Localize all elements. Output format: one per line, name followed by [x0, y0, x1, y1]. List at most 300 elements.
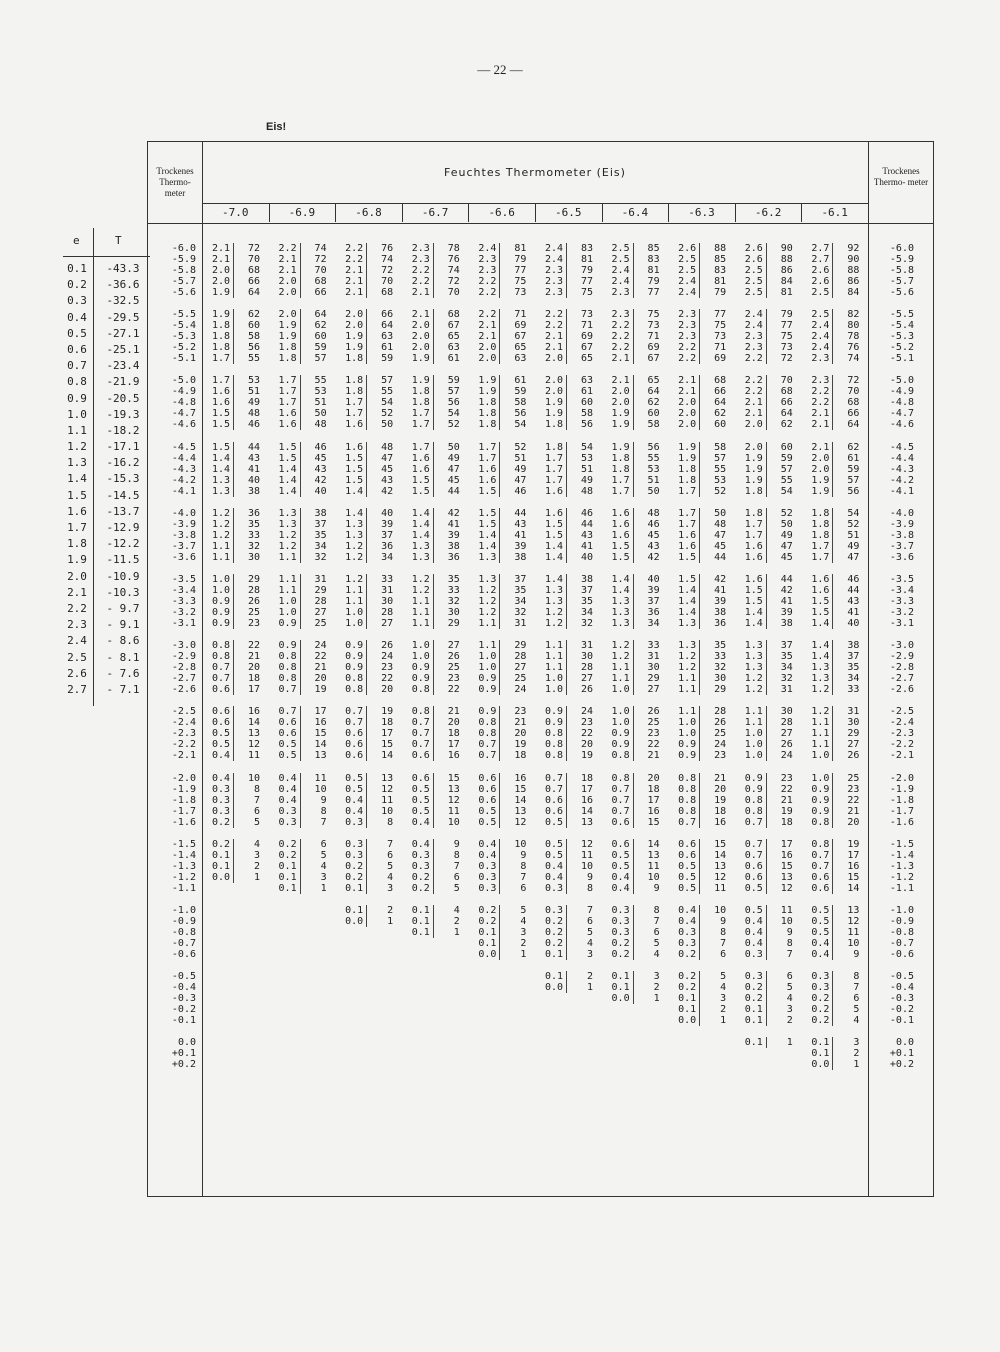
relative-humidity: 22 [780, 783, 793, 795]
cell-divider [366, 850, 367, 861]
cell-divider [366, 243, 367, 254]
cell-divider [300, 408, 301, 419]
dry-temp-left: -4.7 [171, 408, 196, 420]
table-cell [339, 839, 399, 850]
cell-divider [366, 706, 367, 717]
table-cell [406, 408, 466, 419]
dry-temp-left: -1.5 [171, 838, 196, 850]
vapor-pressure: 0.1 [611, 971, 630, 983]
relative-humidity: 17 [647, 794, 660, 806]
table-cell [606, 784, 666, 795]
vapor-pressure: 1.3 [811, 662, 830, 674]
vapor-pressure: 1.2 [678, 651, 697, 663]
relative-humidity: 37 [647, 596, 660, 607]
relative-humidity: 83 [647, 254, 660, 265]
relative-humidity: 2 [586, 971, 593, 983]
vapor-pressure: 1.4 [411, 518, 430, 530]
vapor-pressure: 1.0 [211, 574, 230, 585]
relative-humidity: 8 [320, 805, 327, 817]
relative-humidity: 57 [847, 474, 860, 486]
vapor-pressure: 1.2 [411, 585, 430, 596]
side-t-value: -29.5 [106, 310, 140, 324]
side-e-value: 0.3 [67, 294, 87, 308]
vapor-pressure: 0.3 [478, 871, 497, 883]
vapor-pressure: 0.5 [744, 882, 763, 894]
table-row [148, 872, 933, 883]
vapor-pressure: 1.4 [678, 596, 697, 607]
cell-divider [433, 541, 434, 552]
side-table-row [63, 488, 150, 504]
table-cell [406, 265, 466, 276]
cell-divider [566, 817, 567, 828]
relative-humidity: 5 [253, 816, 260, 828]
relative-humidity: 66 [714, 386, 727, 398]
vapor-pressure: 1.6 [411, 463, 430, 475]
table-cell [539, 618, 599, 629]
cell-divider [300, 739, 301, 750]
side-t-value: -12.2 [106, 537, 140, 551]
side-table-row [63, 310, 150, 326]
side-t-value: -10.9 [106, 569, 140, 583]
dry-temp-right: -2.0 [889, 772, 914, 784]
side-t-value: -20.5 [106, 391, 140, 405]
relative-humidity: 40 [847, 618, 860, 629]
table-cell [539, 817, 599, 828]
relative-humidity: 62 [247, 309, 260, 321]
vapor-pressure: 0.5 [678, 860, 697, 872]
relative-humidity: 11 [647, 860, 660, 872]
vapor-pressure: 1.0 [811, 772, 830, 784]
vapor-pressure: 1.3 [345, 518, 364, 530]
table-cell [606, 386, 666, 397]
dry-temp-left: -0.6 [171, 949, 196, 960]
table-cell [606, 519, 666, 530]
table-cell [805, 408, 865, 419]
table-cell [805, 673, 865, 684]
cell-divider [699, 408, 700, 419]
table-cell [805, 276, 865, 287]
cell-divider [233, 342, 234, 353]
table-cell [672, 276, 732, 287]
relative-humidity: 38 [247, 485, 260, 497]
vapor-pressure: 1.7 [678, 485, 697, 497]
side-t-value: - 9.7 [106, 601, 140, 615]
cell-divider [832, 872, 833, 883]
relative-humidity: 49 [847, 540, 860, 552]
relative-humidity: 3 [520, 927, 527, 938]
dry-temp-left: -2.2 [171, 739, 196, 751]
dry-temp-left: -4.6 [171, 419, 196, 431]
table-cell [539, 585, 599, 596]
table-cell [406, 927, 466, 938]
vapor-pressure: 1.1 [211, 540, 230, 552]
table-cell [472, 320, 532, 331]
table-cell [273, 795, 333, 806]
cell-divider [366, 453, 367, 464]
vapor-pressure: 1.6 [278, 419, 297, 431]
table-cell [339, 750, 399, 761]
vapor-pressure: 1.6 [345, 441, 364, 453]
relative-humidity: 14 [514, 794, 527, 806]
cell-divider [633, 552, 634, 563]
vapor-pressure: 1.7 [345, 408, 364, 420]
dry-temp-left: -1.2 [171, 871, 196, 883]
vapor-pressure: 2.3 [811, 353, 830, 365]
cell-divider [766, 673, 767, 684]
cell-divider [633, 806, 634, 817]
relative-humidity: 7 [320, 816, 327, 828]
relative-humidity: 62 [647, 397, 660, 409]
relative-humidity: 54 [847, 507, 860, 519]
cell-divider [633, 453, 634, 464]
table-cell [672, 795, 732, 806]
table-cell [206, 706, 266, 717]
vapor-pressure: 1.6 [811, 574, 830, 585]
relative-humidity: 9 [453, 838, 460, 850]
side-table-row [63, 569, 150, 585]
cell-divider [300, 839, 301, 850]
table-cell [406, 673, 466, 684]
vapor-pressure: 2.5 [611, 254, 630, 265]
cell-divider [832, 1004, 833, 1015]
vapor-pressure: 2.7 [811, 254, 830, 265]
vapor-pressure: 2.2 [278, 243, 297, 254]
cell-divider [233, 475, 234, 486]
relative-humidity: 77 [580, 276, 593, 287]
table-cell [539, 519, 599, 530]
cell-divider [566, 640, 567, 651]
table-cell [472, 806, 532, 817]
relative-humidity: 58 [580, 408, 593, 420]
cell-divider [832, 773, 833, 784]
table-cell [472, 662, 532, 673]
relative-humidity: 9 [586, 871, 593, 883]
dry-temp-left: -4.1 [171, 485, 196, 497]
cell-divider [499, 552, 500, 563]
cell-divider [699, 706, 700, 717]
table-cell [539, 541, 599, 552]
dry-temp-left: -3.4 [171, 585, 196, 596]
cell-divider [566, 861, 567, 872]
cell-divider [766, 916, 767, 927]
side-t-value: - 8.1 [106, 650, 140, 664]
vapor-pressure: 0.5 [811, 905, 830, 916]
vapor-pressure: 2.1 [544, 331, 563, 343]
relative-humidity: 88 [780, 254, 793, 265]
dry-temp-right: -5.2 [889, 342, 914, 354]
table-cell [672, 717, 732, 728]
relative-humidity: 6 [387, 849, 394, 861]
vapor-pressure: 1.8 [411, 386, 430, 398]
cell-divider [433, 508, 434, 519]
vapor-pressure: 1.7 [278, 386, 297, 398]
relative-humidity: 41 [847, 607, 860, 618]
relative-humidity: 30 [247, 551, 260, 563]
vapor-pressure: 0.8 [478, 717, 497, 729]
cell-divider [300, 574, 301, 585]
relative-humidity: 88 [714, 243, 727, 254]
dry-temp-left: -3.5 [171, 574, 196, 585]
table-cell [206, 397, 266, 408]
relative-humidity: 16 [514, 772, 527, 784]
table-cell [672, 596, 732, 607]
table-cell [339, 386, 399, 397]
vapor-pressure: 2.1 [611, 375, 630, 387]
vapor-pressure: 2.1 [678, 375, 697, 387]
relative-humidity: 2 [653, 982, 660, 994]
relative-humidity: 46 [247, 419, 260, 431]
table-cell [273, 706, 333, 717]
vapor-pressure: 0.2 [278, 849, 297, 861]
vapor-pressure: 1.8 [411, 397, 430, 409]
table-cell [339, 706, 399, 717]
vapor-pressure: 0.3 [611, 916, 630, 927]
cell-divider [633, 419, 634, 430]
cell-divider [699, 618, 700, 629]
relative-humidity: 73 [780, 342, 793, 354]
relative-humidity: 11 [247, 750, 260, 762]
relative-humidity: 92 [847, 243, 860, 254]
vapor-pressure: 0.9 [478, 673, 497, 685]
dry-temp-left: -4.8 [171, 397, 196, 409]
cell-divider [699, 662, 700, 673]
cell-divider [300, 453, 301, 464]
cell-divider [699, 419, 700, 430]
cell-divider [366, 806, 367, 817]
vapor-pressure: 0.6 [411, 772, 430, 784]
vapor-pressure: 2.0 [544, 375, 563, 387]
relative-humidity: 74 [381, 254, 394, 265]
cell-divider [566, 905, 567, 916]
vapor-pressure: 1.4 [611, 585, 630, 596]
vapor-pressure: 0.7 [211, 662, 230, 674]
vapor-pressure: 2.3 [611, 309, 630, 321]
relative-humidity: 20 [847, 816, 860, 828]
table-cell [539, 784, 599, 795]
relative-humidity: 48 [314, 419, 327, 431]
cell-divider [832, 784, 833, 795]
cell-divider [433, 574, 434, 585]
vapor-pressure: 1.3 [678, 618, 697, 629]
vapor-pressure: 0.9 [611, 739, 630, 751]
side-e-value: 2.3 [67, 618, 87, 632]
dry-temp-left: -2.8 [171, 662, 196, 674]
table-cell [739, 519, 799, 530]
table-cell [539, 971, 599, 982]
relative-humidity: 23 [714, 750, 727, 762]
vapor-pressure: 1.4 [811, 651, 830, 663]
cell-divider [366, 905, 367, 916]
cell-divider [699, 993, 700, 1004]
table-cell [805, 596, 865, 607]
dry-temp-right: -5.3 [889, 331, 914, 343]
cell-divider [499, 861, 500, 872]
table-cell [606, 927, 666, 938]
cell-divider [366, 728, 367, 739]
vapor-pressure: 1.4 [744, 618, 763, 629]
cell-divider [300, 706, 301, 717]
relative-humidity: 23 [447, 673, 460, 685]
dry-temp-right: -2.3 [889, 728, 914, 740]
vapor-pressure: 0.2 [611, 949, 630, 960]
relative-humidity: 27 [447, 640, 460, 652]
cell-divider [566, 795, 567, 806]
table-cell [206, 453, 266, 464]
vapor-pressure: 1.2 [478, 585, 497, 596]
side-e-value: 1.5 [67, 488, 87, 502]
cell-divider [566, 475, 567, 486]
vapor-pressure: 0.3 [611, 927, 630, 938]
side-t-value: -15.3 [106, 472, 140, 486]
table-cell [739, 662, 799, 673]
table-cell [273, 850, 333, 861]
vapor-pressure: 1.8 [678, 463, 697, 475]
side-table-row [63, 666, 150, 682]
cell-divider [633, 905, 634, 916]
vapor-pressure: 0.3 [678, 927, 697, 938]
relative-humidity: 15 [447, 772, 460, 784]
table-cell [273, 673, 333, 684]
relative-humidity: 57 [381, 375, 394, 387]
table-cell [539, 938, 599, 949]
cell-divider [566, 309, 567, 320]
relative-humidity: 90 [780, 243, 793, 254]
vapor-pressure: 2.0 [411, 342, 430, 354]
cell-divider [832, 795, 833, 806]
relative-humidity: 11 [780, 905, 793, 916]
vapor-pressure: 1.1 [211, 551, 230, 563]
relative-humidity: 83 [580, 243, 593, 254]
table-cell [606, 607, 666, 618]
cell-divider [300, 265, 301, 276]
table-cell [472, 397, 532, 408]
table-cell [672, 739, 732, 750]
cell-divider [832, 265, 833, 276]
vapor-pressure: 0.6 [345, 750, 364, 762]
dry-temp-right: -0.9 [889, 916, 914, 927]
relative-humidity: 46 [847, 574, 860, 585]
cell-divider [366, 596, 367, 607]
relative-humidity: 65 [647, 375, 660, 387]
vapor-pressure: 2.0 [345, 309, 364, 321]
relative-humidity: 20 [447, 717, 460, 729]
relative-humidity: 26 [447, 651, 460, 663]
table-cell [406, 817, 466, 828]
dry-temp-left: -5.3 [171, 331, 196, 343]
relative-humidity: 4 [586, 938, 593, 949]
cell-divider [433, 927, 434, 938]
table-cell [672, 861, 732, 872]
cell-divider [433, 254, 434, 265]
vapor-pressure: 2.3 [478, 265, 497, 276]
vapor-pressure: 2.3 [544, 287, 563, 298]
vapor-pressure: 1.0 [544, 673, 563, 685]
vapor-pressure: 0.8 [611, 772, 630, 784]
table-cell [472, 883, 532, 894]
vapor-pressure: 0.1 [744, 1004, 763, 1016]
cell-divider [832, 287, 833, 298]
cell-divider [233, 519, 234, 530]
vapor-pressure: 0.8 [345, 684, 364, 696]
vapor-pressure: 0.9 [811, 794, 830, 806]
vapor-pressure: 2.2 [744, 386, 763, 398]
cell-divider [366, 287, 367, 298]
table-cell [606, 971, 666, 982]
relative-humidity: 31 [514, 618, 527, 629]
table-cell [606, 530, 666, 541]
relative-humidity: 16 [647, 805, 660, 817]
table-cell [406, 861, 466, 872]
table-cell [672, 265, 732, 276]
dry-temp-left: -0.4 [171, 982, 196, 994]
table-cell [539, 320, 599, 331]
relative-humidity: 81 [780, 287, 793, 298]
table-cell [672, 927, 732, 938]
relative-humidity: 38 [514, 551, 527, 563]
cell-divider [566, 265, 567, 276]
dry-temp-right: -2.6 [889, 684, 914, 696]
table-cell [539, 486, 599, 497]
cell-divider [832, 276, 833, 287]
relative-humidity: 13 [580, 816, 593, 828]
vapor-pressure: 2.0 [345, 320, 364, 332]
table-cell [606, 486, 666, 497]
table-cell [606, 905, 666, 916]
cell-divider [566, 949, 567, 960]
cell-divider [433, 739, 434, 750]
vapor-pressure: 1.8 [211, 342, 230, 354]
vapor-pressure: 1.8 [678, 474, 697, 486]
table-cell [206, 850, 266, 861]
cell-divider [766, 618, 767, 629]
vapor-pressure: 2.2 [611, 320, 630, 332]
vapor-pressure: 1.3 [811, 673, 830, 685]
cell-divider [566, 596, 567, 607]
vapor-pressure: 1.1 [811, 717, 830, 729]
relative-humidity: 50 [780, 518, 793, 530]
table-cell [406, 773, 466, 784]
relative-humidity: 11 [714, 882, 727, 894]
column-header: -6.8 [355, 206, 382, 219]
side-t-value: - 7.1 [106, 682, 140, 696]
vapor-pressure: 2.2 [744, 353, 763, 365]
vapor-pressure: 1.9 [811, 485, 830, 497]
table-cell [805, 938, 865, 949]
table-cell [472, 486, 532, 497]
relative-humidity: 65 [580, 353, 593, 365]
table-cell [406, 618, 466, 629]
vapor-pressure: 0.7 [611, 805, 630, 817]
side-table [63, 228, 150, 698]
dry-temp-right: -2.4 [889, 717, 914, 729]
table-cell [273, 287, 333, 298]
table-cell [206, 673, 266, 684]
cell-divider [366, 320, 367, 331]
table-cell [206, 309, 266, 320]
dry-temp-right: -1.7 [889, 805, 914, 817]
side-table-row [63, 326, 150, 342]
relative-humidity: 59 [514, 386, 527, 398]
vapor-pressure: 1.9 [611, 441, 630, 453]
cell-divider [499, 386, 500, 397]
vapor-pressure: 1.5 [811, 596, 830, 607]
table-cell [739, 596, 799, 607]
cell-divider [566, 353, 567, 364]
vapor-pressure: 1.1 [478, 618, 497, 629]
table-cell [472, 331, 532, 342]
vapor-pressure: 1.8 [478, 408, 497, 420]
cell-divider [832, 397, 833, 408]
